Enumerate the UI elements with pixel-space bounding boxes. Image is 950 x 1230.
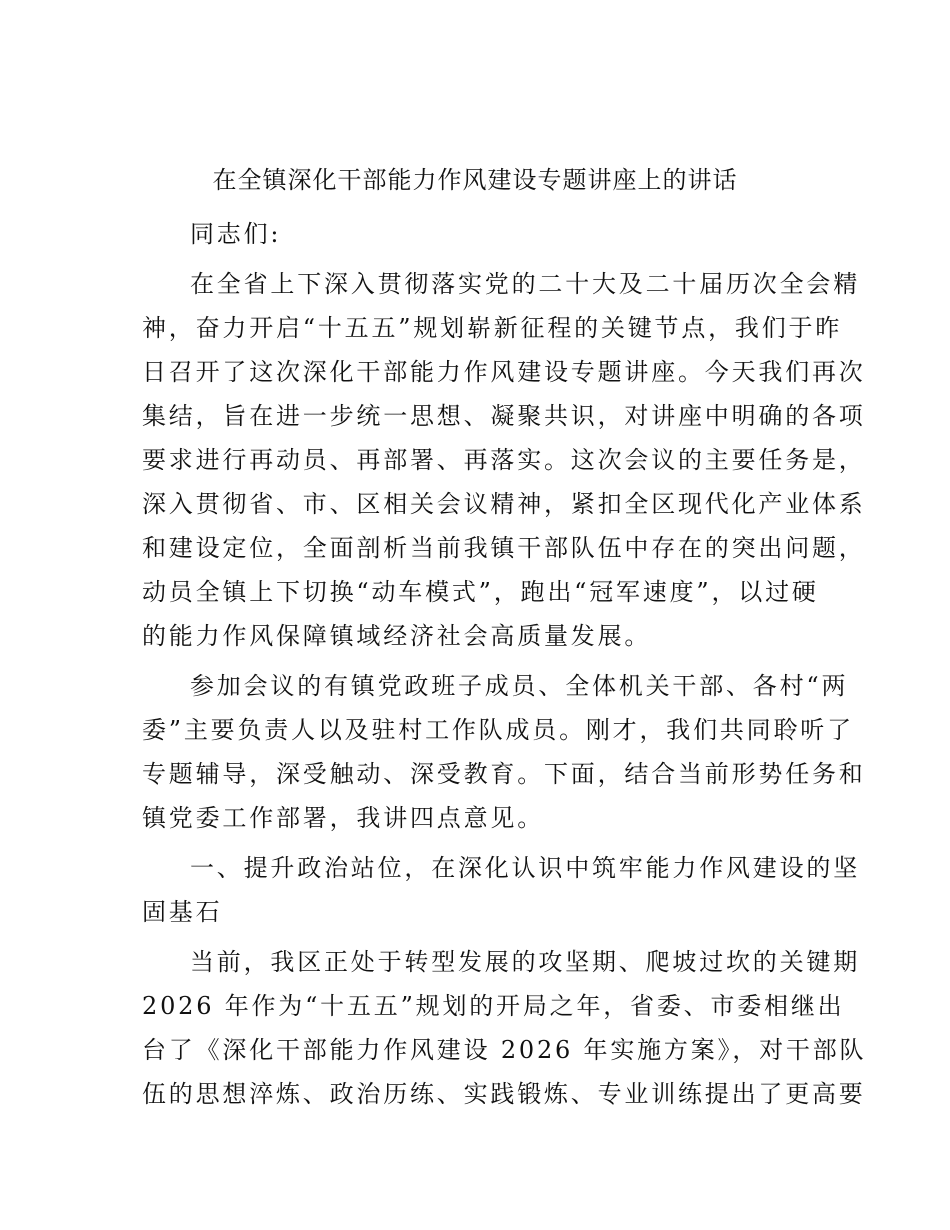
section-heading: 一、提升政治站位，在深化认识中筑牢能力作风建设的坚 <box>190 854 860 882</box>
paragraph-line: 专题辅导，深受触动、深受教育。下面，结合当前形势任务和 <box>142 760 866 788</box>
paragraph-line: 神，奋力开启“十五五”规划崭新征程的关键节点，我们于昨 <box>142 314 843 342</box>
paragraph-line: 深入贯彻省、市、区相关会议精神，紧扣全区现代化产业体系 <box>142 490 866 518</box>
paragraph-line: 当前，我区正处于转型发展的攻坚期、爬坡过坎的关键期 <box>190 948 860 976</box>
paragraph-line: 台了《深化干部能力作风建设 2026 年实施方案》，对干部队 <box>142 1036 867 1064</box>
document-title: 在全镇深化干部能力作风建设专题讲座上的讲话 <box>212 166 738 194</box>
paragraph-line: 在全省上下深入贯彻落实党的二十大及二十届历次全会精 <box>190 270 860 298</box>
paragraph-line: 日召开了这次深化干部能力作风建设专题讲座。今天我们再次 <box>142 358 866 386</box>
paragraph-line: 的能力作风保障镇域经济社会高质量发展。 <box>142 622 652 650</box>
paragraph-line: 和建设定位，全面剖析当前我镇干部队伍中存在的突出问题， <box>142 534 866 562</box>
paragraph-line: 委”主要负责人以及驻村工作队成员。刚才，我们共同聆听了 <box>142 716 854 744</box>
paragraph-line: 镇党委工作部署，我讲四点意见。 <box>142 804 544 832</box>
salutation: 同志们: <box>190 220 282 248</box>
paragraph-line: 参加会议的有镇党政班子成员、全体机关干部、各村“两 <box>190 672 849 700</box>
paragraph-line: 动员全镇上下切换“动车模式”，跑出“冠军速度”，以过硬 <box>142 578 819 606</box>
section-heading: 固基石 <box>142 898 223 926</box>
paragraph-line: 要求进行再动员、再部署、再落实。这次会议的主要任务是， <box>142 446 866 474</box>
paragraph-line: 集结，旨在进一步统一思想、凝聚共识，对讲座中明确的各项 <box>142 402 866 430</box>
paragraph-line: 2026 年作为“十五五”规划的开局之年，省委、市委相继出 <box>142 992 845 1020</box>
paragraph-line: 伍的思想淬炼、政治历练、实践锻炼、专业训练提出了更高要 <box>142 1080 866 1108</box>
